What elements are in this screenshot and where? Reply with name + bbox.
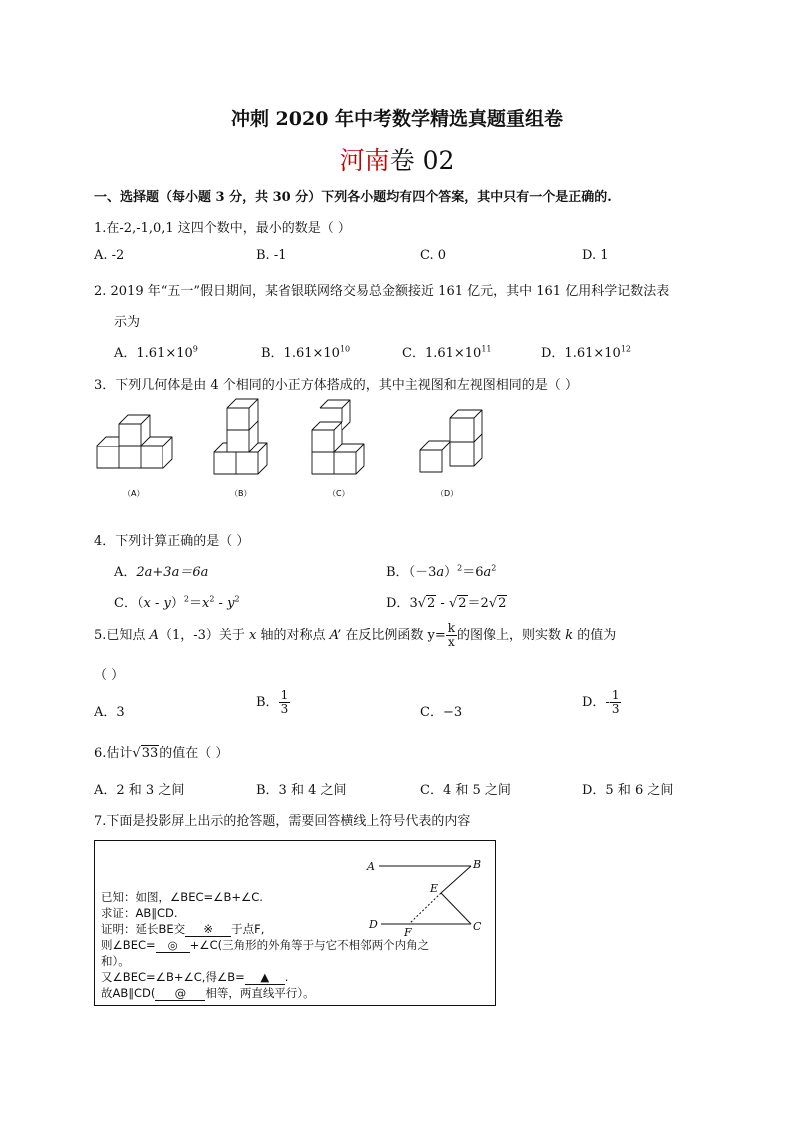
q1-option-a: A. -2 [94, 248, 125, 263]
q4-c-sup2: 2 [209, 594, 215, 604]
cube-figures [90, 396, 510, 500]
q4-c-y: y [163, 596, 171, 611]
q1-option-b: B. -1 [256, 248, 287, 263]
q4-c-x2: x [201, 596, 210, 611]
question-3: 3．下列几何体是由 4 个相同的小正方体搭成的，其中主视图和左视图相同的是（ ） [94, 378, 578, 393]
proof-step-1-post: 于点F, [231, 922, 265, 936]
q5-axis: x [249, 628, 257, 643]
q4-c-eq: ＝ [188, 596, 202, 611]
q4-d-label: D． [386, 596, 410, 611]
question-2: 2. 2019 年“五一”假日期间，某省银联网络交易总金额接近 161 亿元，其中 161 亿用科学记数法表 [94, 284, 670, 299]
q5-d-fraction [610, 689, 622, 716]
proof-step-4 [101, 985, 315, 1001]
q6-option-b: B．3 和 4 之间 [256, 783, 347, 798]
q6-option-a: A．2 和 3 之间 [94, 783, 185, 798]
q2-option-b [261, 342, 350, 361]
q2-c-exp: 11 [481, 344, 492, 354]
q4-b-var2: a [483, 565, 492, 580]
cube-figure-b [214, 399, 267, 474]
q6-pre: 6.估计 [94, 746, 133, 761]
q5-option-d [582, 689, 621, 716]
q6-option-d: D．5 和 6 之间 [582, 783, 674, 798]
segment-ec [441, 893, 471, 924]
q5-option-a: A．3 [94, 705, 125, 720]
proof-box [94, 840, 496, 1006]
q5-b-label: B． [256, 695, 279, 710]
q4-c-y2: y [227, 596, 235, 611]
q6-post: 的值在（ ） [159, 746, 229, 761]
subtitle-region: 河南 [339, 146, 390, 175]
question-6 [94, 742, 228, 761]
q5-b-den: 3 [280, 702, 289, 716]
q4-b-post: ） [444, 565, 458, 580]
radical-sign: √ [132, 746, 141, 761]
q4-c-mid: - [150, 596, 164, 611]
proof-step-3 [101, 969, 288, 985]
q4-c-x: x [143, 596, 151, 611]
q2-a-exp: 9 [192, 344, 198, 354]
q4-c-pre: （ [136, 596, 144, 611]
subtitle-suffix: 卷 02 [389, 146, 455, 175]
proof-step-2-cont: 和）。 [101, 954, 130, 968]
proof-step-4-post: 相等，两直线平行）。 [205, 986, 315, 1000]
q6-radicand: 33 [141, 746, 159, 761]
q4-d-r3: 2 [498, 596, 507, 611]
q2-c-base: C．1.61×10 [402, 346, 482, 361]
cube-caption-b: （B） [230, 489, 252, 498]
q4-d-op: - [436, 596, 449, 611]
segment-be [441, 866, 471, 893]
q5-frac-numerator: k [447, 621, 456, 635]
label-a: A [367, 860, 375, 873]
label-f: F [404, 926, 412, 939]
q2-option-d [541, 342, 631, 361]
label-c: C [473, 920, 482, 933]
proof-step-1 [101, 921, 264, 937]
q5-point: A [149, 628, 159, 643]
q4-c-sup: 2 [183, 594, 189, 604]
proof-step-2 [101, 937, 429, 953]
question-1: 1.在-2,-1,0,1 这四个数中，最小的数是（ ） [94, 221, 351, 236]
cube-figure-a [97, 415, 172, 468]
q5-frac-denominator: x [448, 635, 455, 649]
q5-d-den: 3 [611, 702, 620, 716]
radical-sign: √ [488, 596, 498, 611]
q5-b-num: 1 [280, 688, 289, 702]
q4-c-label: C． [114, 596, 137, 611]
label-b: B [473, 858, 482, 871]
proof-step-1-pre: 证明：延长BE交 [101, 922, 186, 936]
blank-1: ※ [185, 922, 231, 937]
cube-caption-a: （A） [123, 489, 145, 498]
q5-end: 的值为 [573, 628, 617, 643]
q2-option-a [114, 342, 198, 361]
page-subtitle [0, 141, 794, 177]
q5-k: k [565, 628, 574, 643]
q5-pre: 5.已知点 [94, 628, 150, 643]
blank-4: @ [155, 986, 205, 1001]
q5-b-fraction [279, 689, 291, 716]
q4-c-mid2: - [214, 596, 228, 611]
proof-step-3-post: . [284, 970, 289, 984]
proof-step-4-pre: 故AB∥CD( [101, 986, 156, 1000]
question-7: 7.下面是投影屏上出示的抢答题，需要回答横线上符号代表的内容 [94, 814, 471, 829]
proof-step-3-pre: 又∠BEC=∠B+∠C,得∠B= [101, 970, 245, 984]
q4-b-pre: （－3 [408, 565, 437, 580]
q5-point2: A’ [329, 628, 342, 643]
proof-step-2-post: +∠C(三角形的外角等于与它不相邻两个内角之 [189, 938, 430, 952]
q4-d-r2: 2 [458, 596, 467, 611]
q2-b-base: B．1.61×10 [261, 346, 340, 361]
proof-step-2-pre: 则∠BEC= [101, 938, 156, 952]
q4-c-sup3: 2 [234, 594, 240, 604]
q4-b-var: a [436, 565, 445, 580]
q4-b-sup2: 2 [491, 563, 497, 573]
label-e: E [430, 882, 439, 895]
blank-3: ▲ [245, 970, 285, 985]
q4-option-c [114, 592, 240, 611]
q2-a-base: A．1.61×10 [114, 346, 193, 361]
q4-d-c1: 3 [409, 596, 418, 611]
q5-d-sign: - [605, 695, 610, 710]
cube-figure-d [420, 410, 482, 472]
q4-option-d [386, 592, 507, 611]
q4-option-b [386, 561, 496, 580]
question-2-cont: 示为 [114, 315, 141, 330]
q5-option-b [256, 689, 290, 716]
q5-mid2: 在反比例函数 y= [341, 628, 446, 643]
radical-sign: √ [448, 596, 458, 611]
question-5 [94, 622, 616, 649]
question-5-paren: （ ） [94, 668, 125, 683]
q4-b-eq: ＝6 [462, 565, 484, 580]
q4-d-eq: ＝2 [467, 596, 489, 611]
radical-sign: √ [417, 596, 427, 611]
q4-b-label: B． [386, 565, 409, 580]
cube-caption-c: （C） [328, 489, 350, 498]
q2-d-base: D．1.61×10 [541, 346, 621, 361]
proof-given: 已知：如图，∠BEC=∠B+∠C. [101, 890, 263, 904]
parallel-lines-figure [357, 855, 491, 939]
cube-caption-d: （D） [436, 489, 459, 498]
cube-figure-c [312, 400, 364, 474]
q1-option-c: C. 0 [420, 248, 447, 263]
q4-option-a [114, 561, 208, 580]
q4-b-sup: 2 [457, 563, 463, 573]
proof-prove: 求证：AB∥CD. [101, 906, 178, 920]
q4-a-label: A． [114, 565, 137, 580]
q5-coords: （1，-3）关于 [158, 628, 250, 643]
section-heading: 一、选择题（每小题 3 分，共 30 分）下列各小题均有四个答案，其中只有一个是正确的. [94, 190, 612, 205]
label-d: D [369, 918, 378, 931]
q4-d-r1: 2 [427, 596, 436, 611]
q4-c-post: ） [170, 596, 184, 611]
question-4: 4．下列计算正确的是（ ） [94, 534, 250, 549]
q5-d-label: D． [582, 695, 606, 710]
segment-ef-dashed [409, 893, 441, 924]
blank-2: ◎ [156, 938, 190, 953]
q5-fraction [446, 622, 457, 649]
q1-option-d: D. 1 [582, 248, 609, 263]
q6-option-c: C．4 和 5 之间 [420, 783, 511, 798]
q5-option-c: C．−3 [420, 705, 463, 720]
q5-post: 的图像上，则实数 [457, 628, 566, 643]
q2-b-exp: 10 [339, 344, 351, 354]
page-title: 冲刺 2020 年中考数学精选真题重组卷 [230, 108, 564, 130]
q5-d-num: 1 [611, 688, 620, 702]
q4-a-expr: 2a+3a＝6a [136, 565, 209, 580]
q5-mid: 轴的对称点 [256, 628, 330, 643]
q2-d-exp: 12 [620, 344, 631, 354]
q2-option-c [402, 342, 492, 361]
